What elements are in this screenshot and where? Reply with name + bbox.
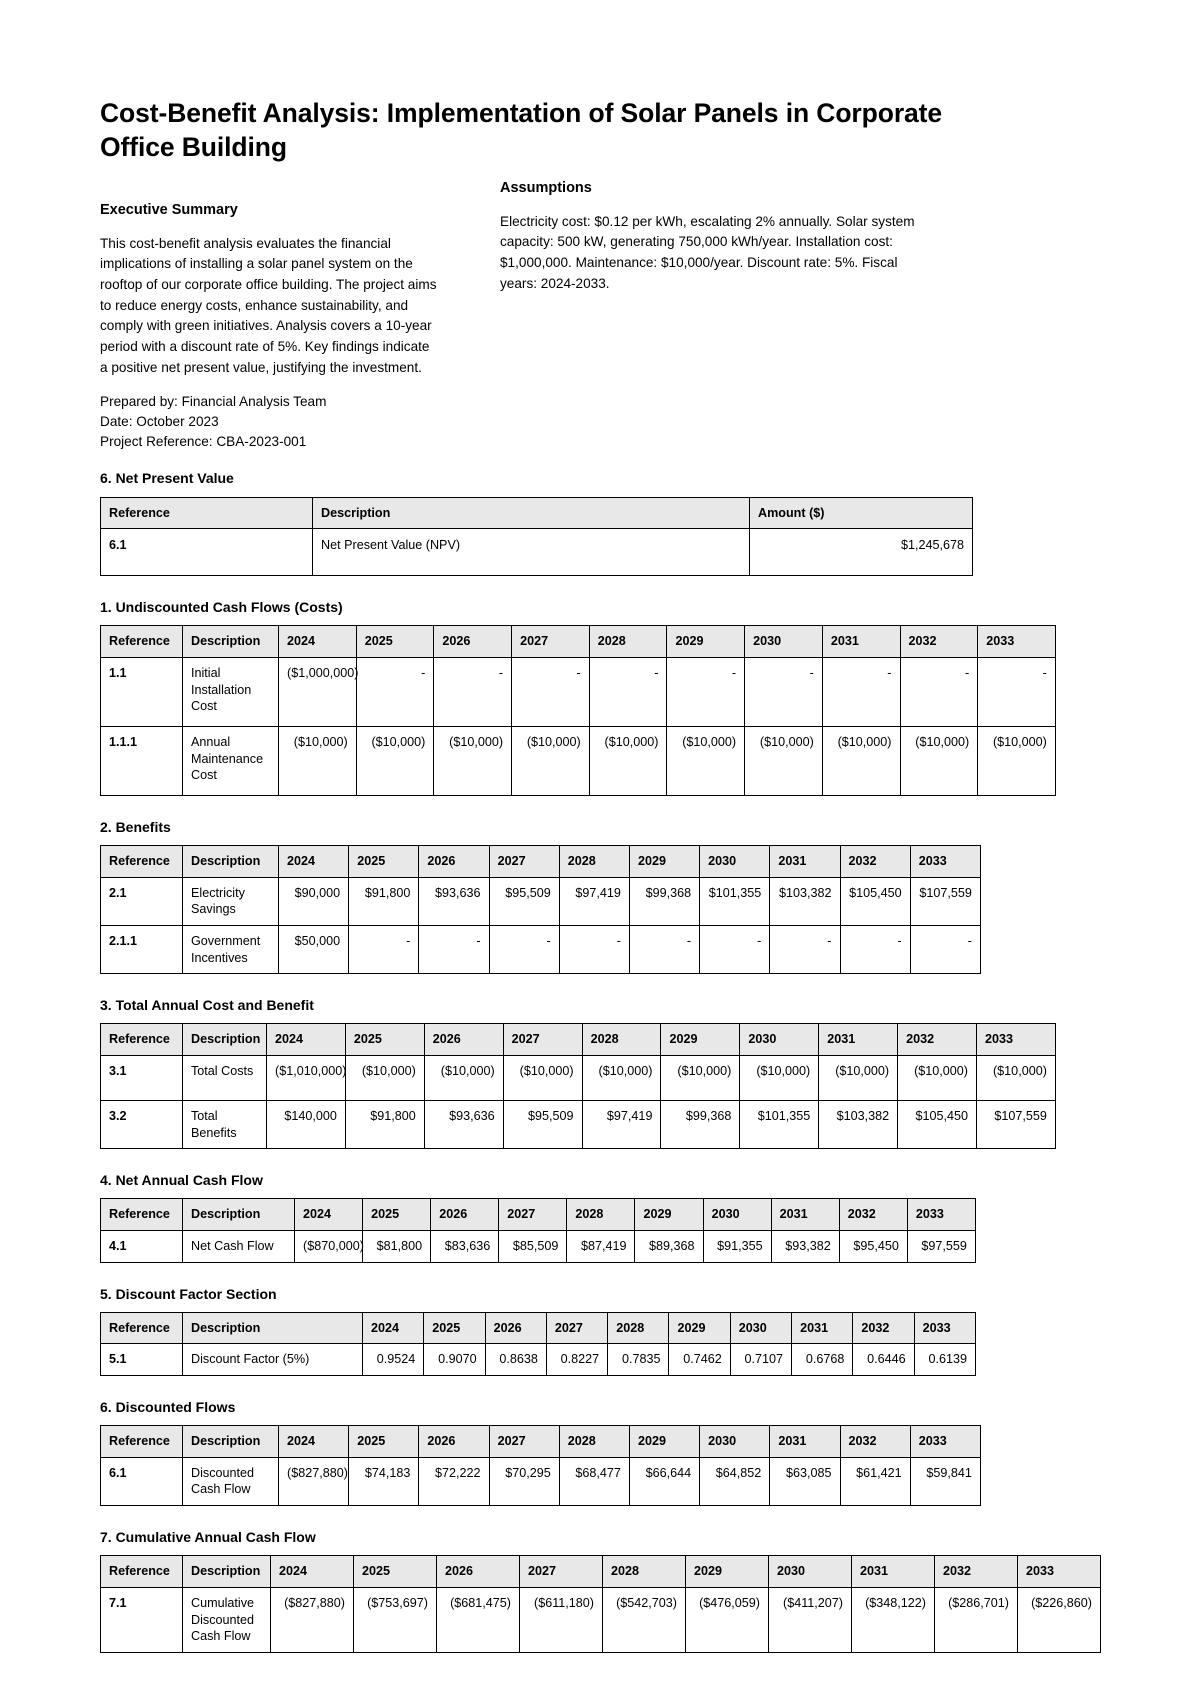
column-header-year-2028: 2028 [559,846,629,878]
table-header-row [101,1426,981,1458]
cell-value-2032: $105,450 [840,877,910,925]
cell-value-2025: ($10,000) [345,1056,424,1101]
section-heading-npv: 6. Net Present Value [100,470,234,487]
column-header-year-2030: 2030 [703,1199,771,1231]
cell-value-2029: $99,368 [629,877,699,925]
cell-value-2029: $99,368 [661,1101,740,1149]
column-header-year-2032: 2032 [935,1556,1018,1588]
table-body [101,1587,1101,1652]
section-heading-net-annual-cash-flow: 4. Net Annual Cash Flow [100,1172,263,1189]
column-header-year-2033: 2033 [914,1312,975,1344]
executive-summary-heading: Executive Summary [100,201,238,218]
column-header-year-2028: 2028 [559,1426,629,1458]
cell-value-2024: ($827,880) [271,1587,354,1652]
executive-summary-column [100,201,500,452]
column-header-year-2031: 2031 [852,1556,935,1588]
cell-value-2031: $103,382 [819,1101,898,1149]
table-row [101,1056,1056,1101]
column-header-year-2027: 2027 [499,1199,567,1231]
cell-value-2028: ($10,000) [582,1056,661,1101]
column-header-description: Description [183,846,279,878]
cell-value-2030: ($10,000) [740,1056,819,1101]
column-header-description: Description [183,1426,279,1458]
cell-value-2030: $101,355 [740,1101,819,1149]
table-cumulative-cash-flow [100,1555,1101,1652]
column-header-year-2029: 2029 [629,1426,699,1458]
section-heading-cumulative-cash-flow: 7. Cumulative Annual Cash Flow [100,1529,316,1546]
cell-value-2033: $107,559 [977,1101,1056,1149]
column-header-year-2027: 2027 [489,1426,559,1458]
section-heading-undiscounted-costs: 1. Undiscounted Cash Flows (Costs) [100,599,343,616]
column-header-year-2028: 2028 [589,626,667,658]
cell-value-2028: - [589,658,667,727]
cell-value-2029: 0.7462 [669,1344,730,1376]
table-row [101,926,981,974]
column-header-year-2025: 2025 [356,626,434,658]
table-body [101,1344,976,1376]
column-header-description: Description [183,1024,267,1056]
column-header-year-2032: 2032 [898,1024,977,1056]
column-header-year-2026: 2026 [431,1199,499,1231]
column-header-amount: Amount ($) [750,497,973,529]
cell-reference: 2.1 [101,877,183,925]
cell-value-2030: $91,355 [703,1231,771,1263]
cell-value-2024: $50,000 [279,926,349,974]
column-header-year-2024: 2024 [363,1312,424,1344]
table-row [101,727,1056,796]
table-body [101,1231,976,1263]
cell-value-2033: 0.6139 [914,1344,975,1376]
cell-value-2033: $107,559 [910,877,980,925]
table-benefits [100,845,981,974]
cell-value-2025: $91,800 [345,1101,424,1149]
table-header-row [101,1556,1101,1588]
cell-value-2031: $93,382 [771,1231,839,1263]
cell-reference: 3.1 [101,1056,183,1101]
cell-value-2030: $101,355 [700,877,770,925]
table-row [101,877,981,925]
cell-amount: $1,245,678 [750,529,973,576]
cell-value-2025: $81,800 [363,1231,431,1263]
column-header-reference: Reference [101,1199,183,1231]
cell-value-2032: 0.6446 [853,1344,914,1376]
cell-value-2024: ($827,880) [279,1457,349,1505]
table-body [101,1457,981,1505]
cell-value-2026: - [419,926,489,974]
column-header-year-2026: 2026 [485,1312,546,1344]
intro-columns [100,179,1100,452]
cell-value-2027: - [512,658,590,727]
cell-value-2031: $63,085 [770,1457,840,1505]
column-header-year-2032: 2032 [853,1312,914,1344]
column-header-year-2027: 2027 [546,1312,607,1344]
cell-value-2031: $103,382 [770,877,840,925]
column-header-year-2031: 2031 [822,626,900,658]
cell-value-2026: - [434,658,512,727]
cell-value-2027: $85,509 [499,1231,567,1263]
cell-value-2032: - [900,658,978,727]
column-header-year-2026: 2026 [419,1426,489,1458]
column-header-year-2025: 2025 [424,1312,485,1344]
column-header-description: Description [183,626,279,658]
cell-value-2025: 0.9070 [424,1344,485,1376]
cell-value-2025: ($10,000) [356,727,434,796]
cell-value-2030: - [745,658,823,727]
column-header-reference: Reference [101,497,313,529]
cell-value-2024: ($870,000) [295,1231,363,1263]
section-heading-benefits: 2. Benefits [100,819,171,836]
cell-value-2024: $90,000 [279,877,349,925]
cell-description: Annual Maintenance Cost [183,727,279,796]
page-title: Cost-Benefit Analysis: Implementation of Solar Panels in Corporate Office Building [100,98,943,163]
cell-value-2025: $91,800 [349,877,419,925]
cell-value-2027: ($611,180) [520,1587,603,1652]
cell-value-2027: $70,295 [489,1457,559,1505]
cell-value-2029: $89,368 [635,1231,703,1263]
cell-value-2029: ($476,059) [686,1587,769,1652]
column-header-year-2026: 2026 [437,1556,520,1588]
cell-value-2031: 0.6768 [792,1344,853,1376]
cell-value-2032: ($286,701) [935,1587,1018,1652]
column-header-description: Description [183,1199,295,1231]
column-header-year-2029: 2029 [686,1556,769,1588]
table-npv [100,497,973,577]
cell-value-2032: - [840,926,910,974]
cell-value-2030: $64,852 [700,1457,770,1505]
assumptions-heading: Assumptions [500,179,592,196]
cell-description: Initial Installation Cost [183,658,279,727]
column-header-year-2025: 2025 [349,846,419,878]
cell-value-2031: - [822,658,900,727]
cell-reference: 6.1 [101,1457,183,1505]
cell-value-2029: ($10,000) [661,1056,740,1101]
column-header-year-2029: 2029 [667,626,745,658]
table-header-row [101,1024,1056,1056]
executive-summary-paragraph: This cost-benefit analysis evaluates the financial implications of installing a solar panel system on the rooftop of our corporate office building. The project aims to reduce energy costs, enhance sustainability, and comply with green initiatives. Analysis covers a 10-year period with a discount rate of 5%. Key findings indicate a positive net present value, justifying the investment. [100,235,437,375]
cell-value-2025: $74,183 [349,1457,419,1505]
cell-value-2024: ($1,000,000) [279,658,357,727]
column-header-year-2030: 2030 [769,1556,852,1588]
column-header-year-2024: 2024 [267,1024,346,1056]
column-header-reference: Reference [101,846,183,878]
cell-value-2033: - [978,658,1056,727]
table-header-row [101,626,1056,658]
table-row [101,1231,976,1263]
cell-description: Total Benefits [183,1101,267,1149]
prepared-by-line: Prepared by: Financial Analysis Team [100,394,327,410]
assumptions-paragraph: Electricity cost: $0.12 per kWh, escalating 2% annually. Solar system capacity: 500 kW, generating 750,000 kWh/year. Installation cost: $1,000,000. Maintenance: $10,000/year. Discount rate: 5%. Fiscal years: 2024-2033. [500,213,915,291]
section-heading-discount-factor: 5. Discount Factor Section [100,1285,277,1302]
table-row [101,1344,976,1376]
cell-value-2025: ($753,697) [354,1587,437,1652]
cell-reference: 5.1 [101,1344,183,1376]
cell-value-2024: ($10,000) [279,727,357,796]
column-header-reference: Reference [101,626,183,658]
cell-value-2030: ($10,000) [745,727,823,796]
column-header-year-2025: 2025 [363,1199,431,1231]
table-header-row [101,1199,976,1231]
column-header-year-2030: 2030 [745,626,823,658]
column-header-year-2032: 2032 [840,1426,910,1458]
cell-value-2032: ($10,000) [900,727,978,796]
column-header-reference: Reference [101,1426,183,1458]
column-header-year-2033: 2033 [910,1426,980,1458]
cell-description: Government Incentives [183,926,279,974]
column-header-year-2033: 2033 [977,1024,1056,1056]
cell-value-2031: ($10,000) [819,1056,898,1101]
cell-value-2026: ($681,475) [437,1587,520,1652]
cell-value-2025: - [349,926,419,974]
column-header-year-2031: 2031 [770,1426,840,1458]
table-body [101,877,981,973]
cell-description: Discount Factor (5%) [183,1344,363,1376]
section-heading-total-cost-benefit: 3. Total Annual Cost and Benefit [100,997,314,1014]
column-header-year-2030: 2030 [730,1312,791,1344]
assumptions-column [500,179,920,308]
cell-value-2033: ($226,860) [1018,1587,1101,1652]
table-header-row [101,1312,976,1344]
cell-value-2026: 0.8638 [485,1344,546,1376]
cell-value-2025: - [356,658,434,727]
column-header-year-2025: 2025 [349,1426,419,1458]
cell-value-2028: 0.7835 [608,1344,669,1376]
cell-value-2029: ($10,000) [667,727,745,796]
column-header-year-2025: 2025 [345,1024,424,1056]
column-header-reference: Reference [101,1312,183,1344]
cell-value-2029: - [667,658,745,727]
cell-description: Net Cash Flow [183,1231,295,1263]
cell-value-2030: 0.7107 [730,1344,791,1376]
column-header-year-2028: 2028 [603,1556,686,1588]
column-header-year-2032: 2032 [839,1199,907,1231]
column-header-year-2031: 2031 [792,1312,853,1344]
cell-value-2033: ($10,000) [978,727,1056,796]
column-header-year-2033: 2033 [978,626,1056,658]
cell-description: Cumulative Discounted Cash Flow [183,1587,271,1652]
column-header-year-2024: 2024 [295,1199,363,1231]
cell-value-2031: ($348,122) [852,1587,935,1652]
cell-value-2032: ($10,000) [898,1056,977,1101]
column-header-year-2026: 2026 [419,846,489,878]
cell-value-2033: $97,559 [907,1231,975,1263]
cell-value-2032: $95,450 [839,1231,907,1263]
table-header-row [101,846,981,878]
cell-value-2026: $72,222 [419,1457,489,1505]
cell-value-2027: - [489,926,559,974]
section-heading-discounted-flows: 6. Discounted Flows [100,1399,236,1416]
column-header-year-2024: 2024 [279,846,349,878]
table-net-annual-cash-flow [100,1198,976,1262]
table-row [101,1101,1056,1149]
column-header-year-2026: 2026 [424,1024,503,1056]
column-header-year-2024: 2024 [279,626,357,658]
column-header-year-2030: 2030 [740,1024,819,1056]
cell-value-2031: - [770,926,840,974]
column-header-year-2032: 2032 [900,626,978,658]
cell-value-2024: $140,000 [267,1101,346,1149]
column-header-year-2027: 2027 [520,1556,603,1588]
cell-reference: 1.1.1 [101,727,183,796]
column-header-year-2033: 2033 [910,846,980,878]
date-line: Date: October 2023 [100,414,219,430]
cell-value-2027: ($10,000) [512,727,590,796]
table-row [101,658,1056,727]
column-header-year-2027: 2027 [503,1024,582,1056]
cell-value-2027: $95,509 [489,877,559,925]
column-header-year-2032: 2032 [840,846,910,878]
column-header-year-2031: 2031 [771,1199,839,1231]
table-discount-factor [100,1312,976,1376]
column-header-year-2029: 2029 [629,846,699,878]
column-header-year-2028: 2028 [608,1312,669,1344]
column-header-year-2024: 2024 [271,1556,354,1588]
cell-value-2028: ($10,000) [589,727,667,796]
cell-value-2027: 0.8227 [546,1344,607,1376]
cell-reference: 4.1 [101,1231,183,1263]
column-header-year-2030: 2030 [700,846,770,878]
column-header-year-2031: 2031 [770,846,840,878]
cell-value-2027: $95,509 [503,1101,582,1149]
cell-value-2028: $97,419 [559,877,629,925]
cell-reference: 6.1 [101,529,313,576]
column-header-reference: Reference [101,1024,183,1056]
cell-description: Discounted Cash Flow [183,1457,279,1505]
cell-value-2028: ($542,703) [603,1587,686,1652]
column-header-year-2026: 2026 [434,626,512,658]
table-row [101,529,973,576]
cell-value-2028: $68,477 [559,1457,629,1505]
cell-value-2033: - [910,926,980,974]
cell-value-2030: ($411,207) [769,1587,852,1652]
cell-value-2033: $59,841 [910,1457,980,1505]
cell-value-2028: - [559,926,629,974]
cell-value-2033: ($10,000) [977,1056,1056,1101]
cell-value-2027: ($10,000) [503,1056,582,1101]
column-header-description: Description [313,497,750,529]
cell-value-2024: ($1,010,000) [267,1056,346,1101]
column-header-year-2029: 2029 [635,1199,703,1231]
cell-value-2029: $66,644 [629,1457,699,1505]
column-header-year-2025: 2025 [354,1556,437,1588]
table-body [101,658,1056,796]
cell-reference: 2.1.1 [101,926,183,974]
column-header-year-2031: 2031 [819,1024,898,1056]
cell-value-2029: - [629,926,699,974]
cell-value-2028: $87,419 [567,1231,635,1263]
project-reference-line: Project Reference: CBA-2023-001 [100,433,307,449]
cell-description: Electricity Savings [183,877,279,925]
table-total-cost-benefit [100,1023,1056,1149]
table-row [101,1587,1101,1652]
column-header-year-2029: 2029 [661,1024,740,1056]
cell-value-2026: $93,636 [424,1101,503,1149]
column-header-year-2028: 2028 [582,1024,661,1056]
column-header-reference: Reference [101,1556,183,1588]
table-body [101,1056,1056,1149]
column-header-year-2029: 2029 [669,1312,730,1344]
table-row [101,1457,981,1505]
cell-reference: 3.2 [101,1101,183,1149]
cell-value-2031: ($10,000) [822,727,900,796]
column-header-year-2030: 2030 [700,1426,770,1458]
column-header-description: Description [183,1556,271,1588]
column-header-year-2027: 2027 [512,626,590,658]
cell-value-2030: - [700,926,770,974]
cell-value-2028: $97,419 [582,1101,661,1149]
cell-reference: 7.1 [101,1587,183,1652]
table-header-row [101,497,973,529]
column-header-description: Description [183,1312,363,1344]
column-header-year-2033: 2033 [1018,1556,1101,1588]
cell-value-2032: $105,450 [898,1101,977,1149]
cell-value-2026: ($10,000) [434,727,512,796]
document-metadata [100,392,440,451]
table-undiscounted-costs [100,625,1056,796]
cell-value-2024: 0.9524 [363,1344,424,1376]
cell-value-2026: $93,636 [419,877,489,925]
column-header-year-2033: 2033 [907,1199,975,1231]
cell-value-2026: ($10,000) [424,1056,503,1101]
column-header-year-2024: 2024 [279,1426,349,1458]
column-header-year-2027: 2027 [489,846,559,878]
cell-reference: 1.1 [101,658,183,727]
cell-value-2026: $83,636 [431,1231,499,1263]
cell-description: Total Costs [183,1056,267,1101]
table-discounted-flows [100,1425,981,1506]
cell-description: Net Present Value (NPV) [313,529,750,576]
cell-value-2032: $61,421 [840,1457,910,1505]
column-header-year-2028: 2028 [567,1199,635,1231]
